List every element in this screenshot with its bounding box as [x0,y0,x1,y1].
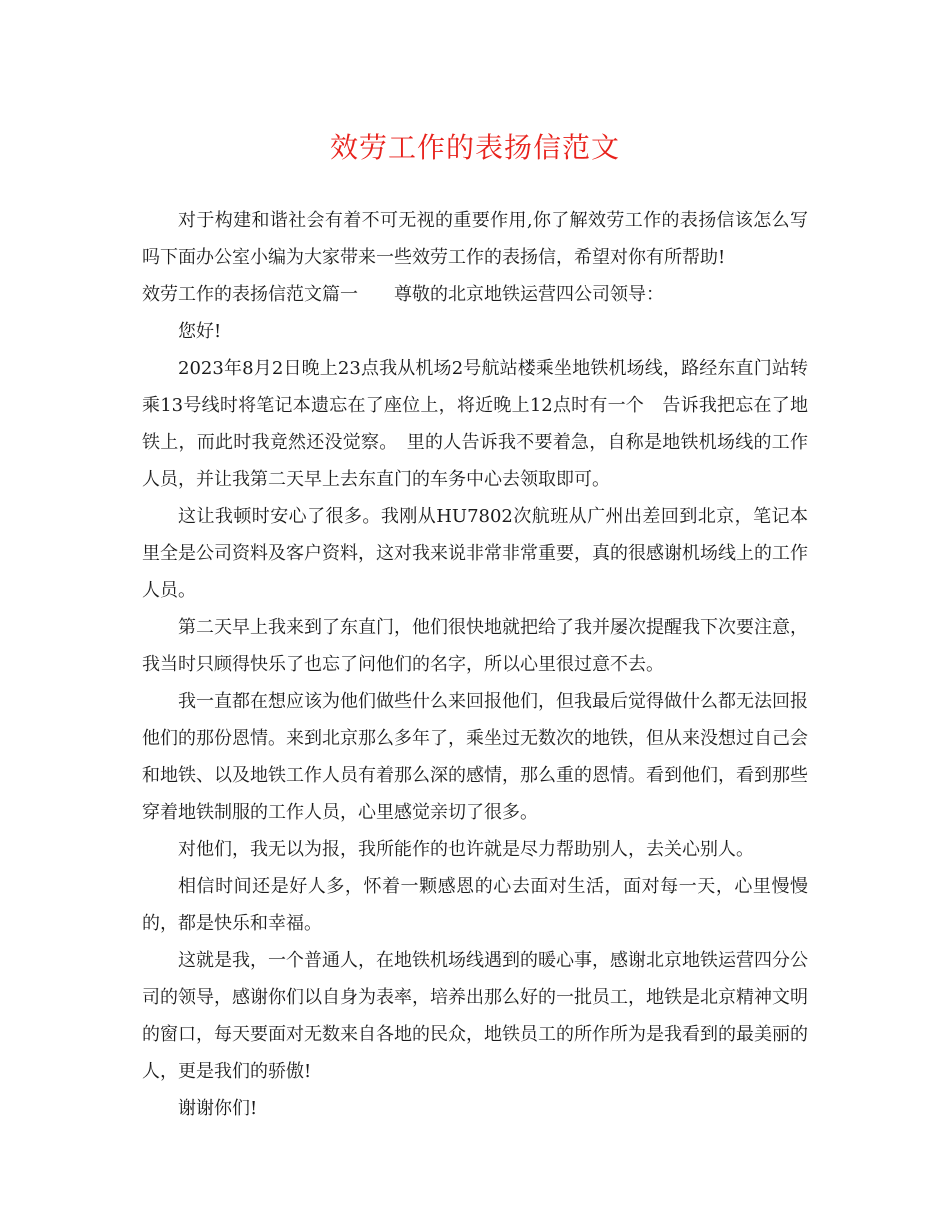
paragraph-repay: 对他们，我无以为报，我所能作的也许就是尽力帮助别人，去关心别人。 [178,839,754,860]
paragraph-greeting: 您好! [178,321,222,342]
paragraph-intro: 对于构建和谐社会有着不可无视的重要作用,你了解效劳工作的表扬信该怎么写吗下面办公室小编为大家带来一些效劳工作的表扬信，希望对你有所帮助! [142,210,808,268]
paragraph-belief: 相信时间还是好人多，怀着一颗感恩的心去面对生活，面对每一天，心里慢慢的，都是快乐和幸福。 [142,876,808,934]
paragraph-thanks-company: 这就是我，一个普通人，在地铁机场线遇到的暖心事，感谢北京地铁运营四分公司的领导，感谢你们以自身为表率，培养出那么好的一批员工，地铁是北京精神文明的窗口，每天要面对无数来自各地的民众，地铁员工的所作所为是我看到的最美丽的人，更是我们的骄傲! [142,950,808,1082]
document-title: 效劳工作的表扬信范文 [329,131,620,164]
paragraph-next-day: 第二天早上我来到了东直门，他们很快地就把给了我并屡次提醒我下次要注意，我当时只顾得快乐了也忘了问他们的名字，所以心里很过意不去。 [142,617,808,675]
document-body [142,202,808,1127]
paragraph-closing: 谢谢你们! [178,1098,258,1119]
paragraph-gratitude: 我一直都在想应该为他们做些什么来回报他们，但我最后觉得做什么都无法回报他们的那份恩情。来到北京那么多年了，乘坐过无数次的地铁，但从来没想过自己会和地铁、以及地铁工作人员有着那么深的感情，那么重的恩情。看到他们，看到那些穿着地铁制服的工作人员，心里感觉亲切了很多。 [142,691,808,823]
paragraph-heading-salutation: 效劳工作的表扬信范文篇一 尊敬的北京地铁运营四公司领导： [142,284,664,305]
paragraph-incident: 2023年8月2日晚上23点我从机场2号航站楼乘坐地铁机场线，路经东直门站转乘13号线时将笔记本遗忘在了座位上，将近晚上12点时有一个 告诉我把忘在了地铁上，而此时我竟然还没觉察。 里的人告诉我不要着急，自称是地铁机场线的工作人员，并让我第二天早上去东直门的车务中心去领取即可。 [142,358,808,490]
paragraph-relief: 这让我顿时安心了很多。我刚从HU7802次航班从广州出差回到北京，笔记本里全是公司资料及客户资料，这对我来说非常非常重要，真的很感谢机场线上的工作人员。 [142,506,808,601]
